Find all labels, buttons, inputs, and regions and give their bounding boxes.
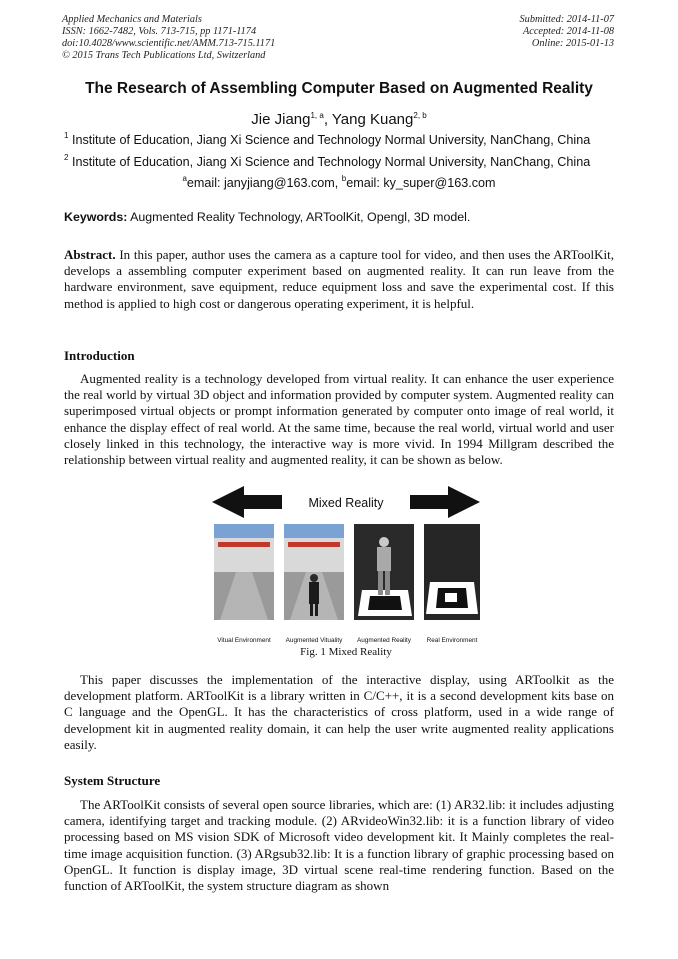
author-1-sup: 1, a (310, 111, 324, 120)
submitted-date: Submitted: 2014-11-07 (519, 14, 614, 25)
affiliation-2 (64, 155, 590, 169)
journal-header (62, 14, 275, 62)
system-structure-paragraph: The ARToolKit consists of several open source libraries, which are: (1) AR32.lib: it includes adjusting camera, identifying target and tracking module. (2) ARvideoWin32.lib: it is a function library of video processing based on MS vision SDK of Microsoft video development kit. It Mainly completes the real-time image acquisition function. (3) ARgsub32.lib: It is a function library of graphic processing based on OpenGL. It function is display image, 3D virtual scene real-time rendering function. Based on the function of ARToolKit, the system structure diagram as shown (64, 797, 614, 894)
author-1-name: Jie Jiang (251, 111, 311, 128)
introduction-heading: Introduction (64, 348, 135, 363)
augmented-reality-image (354, 524, 414, 620)
affiliation-1 (64, 133, 590, 147)
figure-label-real: Real Environment (426, 637, 478, 644)
author-line (40, 111, 638, 128)
keywords (64, 210, 470, 224)
mixed-reality-diagram (212, 486, 480, 646)
email-line (40, 176, 638, 190)
affiliation-2-text: Institute of Education, Jiang Xi Science and Technology Normal University, NanChang, China (71, 155, 591, 169)
abstract-label: Abstract. (64, 247, 116, 262)
email-b-sup: b (341, 174, 347, 183)
figure-label-augmented-reality: Augmented Reality (357, 637, 411, 644)
figure-label-augmented-virtuality: Augmented Vituality (285, 637, 343, 644)
accepted-date: Accepted: 2014-11-08 (522, 26, 614, 37)
journal-doi: doi:10.4028/www.scientific.net/AMM.713-715.1171 (62, 38, 276, 49)
paper-title: The Research of Assembling Computer Based on Augmented Reality (85, 80, 593, 97)
introduction-paragraph-1: Augmented reality is a technology developed from virtual reality. It can enhance the user experience the real world by virtual 3D object and information provided by computer system. Augmented reality can superimposed virtual objects or prompt information generated by computer onto image of real world, it enhance the display effect of real world. At the same time, because the real world, virtual world and user closely linked in this technology, the interactive way is more vivid. In 1994 Millgram described the relationship between virtual reality and augmented reality, it can be shown as below. (64, 371, 614, 468)
journal-copyright: © 2015 Trans Tech Publications Ltd, Switzerland (62, 50, 266, 61)
affiliation-1-text: Institute of Education, Jiang Xi Science and Technology Normal University, NanChang, China (71, 133, 591, 147)
left-arrow-icon (212, 486, 282, 518)
email-a[interactable]: email: janyjiang@163.com, (186, 176, 342, 190)
author-2-sup: 2, b (413, 111, 427, 120)
affiliation-1-num: 1 (64, 131, 69, 140)
email-b[interactable]: email: ky_super@163.com (346, 176, 496, 190)
figure-label-virtual: Vitual Environment (217, 637, 271, 644)
augmented-virtuality-image (284, 524, 344, 620)
author-2-name: Yang Kuang (331, 111, 414, 128)
right-arrow-icon (410, 486, 480, 518)
mixed-reality-figure (212, 486, 480, 646)
abstract-text: In this paper, author uses the camera as a capture tool for video, and then uses the ARToolKit, develops a assembling computer experiment based on augmented reality. It can run leave from the hardware environment, save equipment, reduce equipment loss and save the experimental cost. If this method is applied to high cost or dangerous operating experiment, it is helpful. (64, 247, 614, 311)
introduction-paragraph-2: This paper discusses the implementation of the interactive display, using ARToolkit as the development platform. ARToolKit is a library written in C/C++, it is a second development kits base on C language and the OpenGL. It has the characteristics of cross platform, used in a wide range of development kit in augmented reality domain, it can help the user write augmented reality applications easily. (64, 672, 614, 752)
online-date: Online: 2015-01-13 (531, 38, 614, 49)
author-separator: , (323, 111, 332, 128)
figure-caption: Fig. 1 Mixed Reality (300, 646, 392, 658)
keywords-label: Keywords: (64, 210, 128, 224)
real-environment-image (424, 524, 480, 620)
journal-issn: ISSN: 1662-7482, Vols. 713-715, pp 1171-1174 (62, 26, 257, 37)
system-structure-heading: System Structure (64, 773, 161, 788)
virtual-environment-image (214, 524, 274, 620)
affiliation-2-num: 2 (64, 153, 69, 162)
abstract (64, 247, 614, 312)
keywords-text: Augmented Reality Technology, ARToolKit, Opengl, 3D model. (127, 210, 471, 224)
figure-banner: Mixed Reality (308, 496, 384, 510)
submission-dates (520, 14, 614, 50)
email-a-sup: a (182, 174, 187, 183)
journal-name: Applied Mechanics and Materials (62, 14, 202, 25)
